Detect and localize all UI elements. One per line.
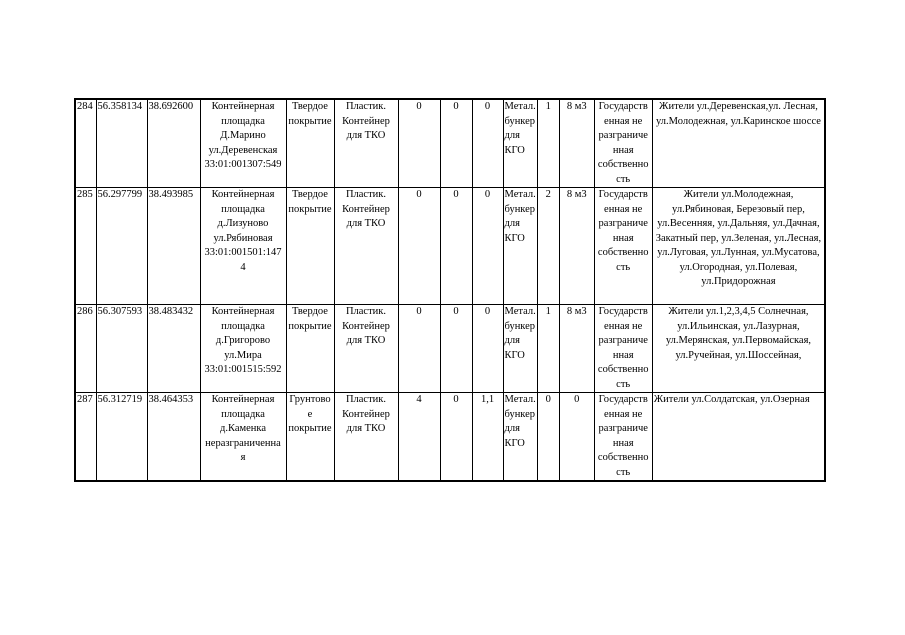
residents: Жители ул.Молодежная, ул.Рябиновая, Березовый пер, ул.Весенняя, ул.Дальняя, ул.Дачная, Закатный пер, ул.Зеленая, ул.Лесная, ул.Луговая, ул.Лунная, ул.Мусатова, ул.Огородная, ул.Полевая, ул.Придорожная: [652, 188, 825, 305]
ownership: Государств енная не разграниче нная собственно сть: [594, 393, 652, 482]
count-2: 0: [440, 305, 472, 393]
site-description: Контейнерная площадка д.Григорово ул.Мира 33:01:001515:592: [200, 305, 286, 393]
site-description: Контейнерная площадка Д.Марино ул.Деревенская 33:01:001307:549: [200, 99, 286, 188]
table-row: [75, 188, 825, 305]
row-number: 285: [75, 188, 96, 305]
registry-table: [74, 98, 826, 482]
bunker-volume: 0: [559, 393, 594, 482]
row-number: 287: [75, 393, 96, 482]
bunker-type: Метал. бункер для КГО: [503, 393, 537, 482]
site-description: Контейнерная площадка д.Лизуново ул.Рябиновая 33:01:001501:147 4: [200, 188, 286, 305]
container-type: Пластик. Контейнер для ТКО: [334, 393, 398, 482]
container-type: Пластик. Контейнер для ТКО: [334, 305, 398, 393]
bunker-count: 1: [537, 99, 559, 188]
count-3: 0: [472, 99, 503, 188]
latitude: 56.358134: [96, 99, 147, 188]
latitude: 56.312719: [96, 393, 147, 482]
count-2: 0: [440, 188, 472, 305]
bunker-type: Метал. бункер для КГО: [503, 188, 537, 305]
row-number: 286: [75, 305, 96, 393]
container-type: Пластик. Контейнер для ТКО: [334, 99, 398, 188]
residents: Жители ул.1,2,3,4,5 Солнечная, ул.Ильинская, ул.Лазурная, ул.Мерянская, ул.Первомайская, ул.Ручейная, ул.Шоссейная,: [652, 305, 825, 393]
count-2: 0: [440, 393, 472, 482]
longitude: 38.692600: [147, 99, 200, 188]
bunker-volume: 8 м3: [559, 188, 594, 305]
table-row: [75, 99, 825, 188]
bunker-count: 1: [537, 305, 559, 393]
bunker-volume: 8 м3: [559, 305, 594, 393]
bunker-count: 0: [537, 393, 559, 482]
count-3: 0: [472, 305, 503, 393]
count-1: 0: [398, 99, 440, 188]
count-1: 0: [398, 188, 440, 305]
table-row: [75, 393, 825, 482]
bunker-type: Метал. бункер для КГО: [503, 99, 537, 188]
longitude: 38.464353: [147, 393, 200, 482]
row-number: 284: [75, 99, 96, 188]
bunker-volume: 8 м3: [559, 99, 594, 188]
ownership: Государств енная не разграниче нная собственно сть: [594, 99, 652, 188]
ownership: Государств енная не разграниче нная собственно сть: [594, 188, 652, 305]
count-1: 0: [398, 305, 440, 393]
container-type: Пластик. Контейнер для ТКО: [334, 188, 398, 305]
site-description: Контейнерная площадка д.Каменка неразграниченна я: [200, 393, 286, 482]
count-1: 4: [398, 393, 440, 482]
residents: Жители ул.Солдатская, ул.Озерная: [652, 393, 825, 482]
count-3: 1,1: [472, 393, 503, 482]
count-2: 0: [440, 99, 472, 188]
table-row: [75, 305, 825, 393]
surface-type: Твердое покрытие: [286, 99, 334, 188]
longitude: 38.493985: [147, 188, 200, 305]
ownership: Государств енная не разграниче нная собственно сть: [594, 305, 652, 393]
residents: Жители ул.Деревенская,ул. Лесная, ул.Молодежная, ул.Каринское шоссе: [652, 99, 825, 188]
bunker-type: Метал. бункер для КГО: [503, 305, 537, 393]
surface-type: Твердое покрытие: [286, 305, 334, 393]
bunker-count: 2: [537, 188, 559, 305]
surface-type: Грунтово е покрытие: [286, 393, 334, 482]
latitude: 56.307593: [96, 305, 147, 393]
longitude: 38.483432: [147, 305, 200, 393]
count-3: 0: [472, 188, 503, 305]
latitude: 56.297799: [96, 188, 147, 305]
surface-type: Твердое покрытие: [286, 188, 334, 305]
